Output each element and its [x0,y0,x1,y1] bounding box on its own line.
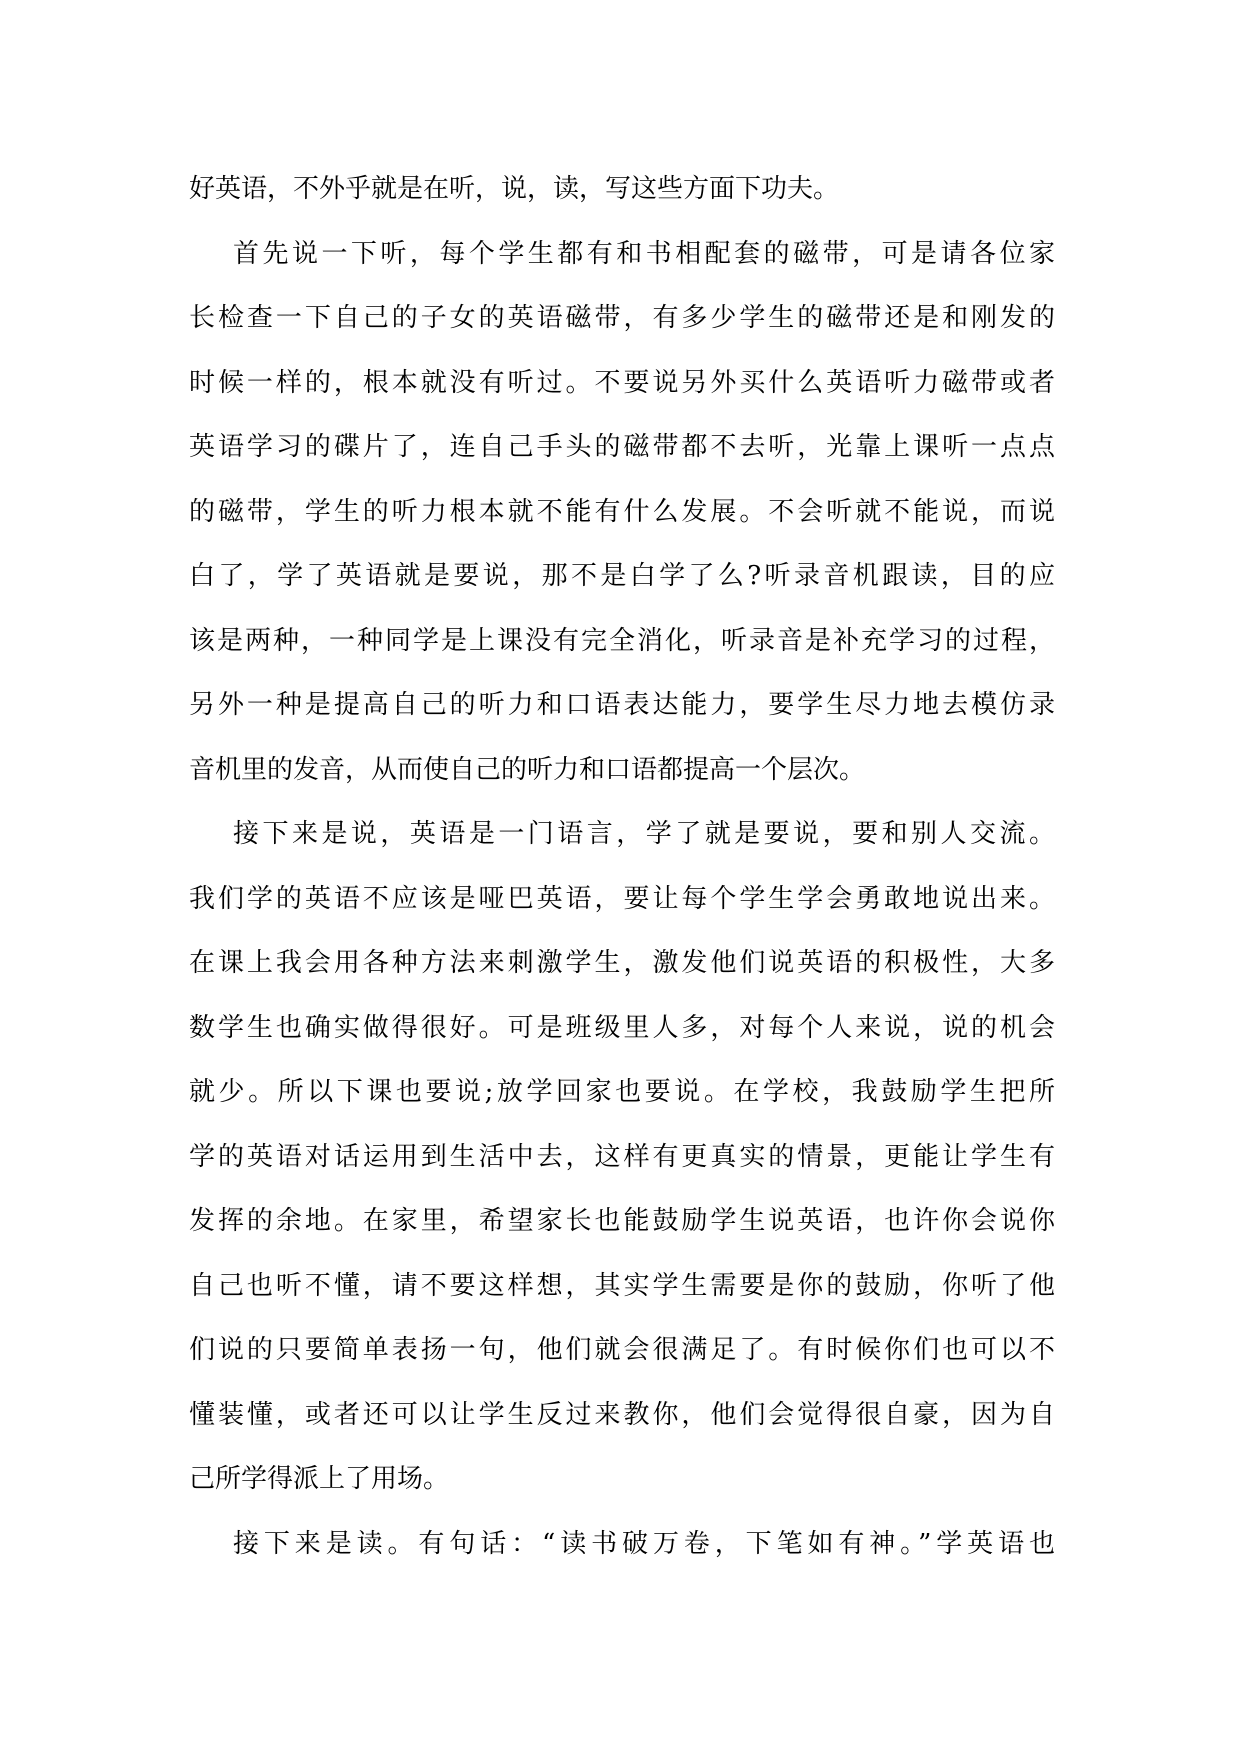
text-line: 懂装懂，或者还可以让学生反过来教你，他们会觉得很自豪，因为自 [189,1399,1055,1430]
text-line: 的磁带，学生的听力根本就不能有什么发展。不会听就不能说，而说 [189,496,1055,527]
text-line: 好英语，不外乎就是在听，说，读，写这些方面下功夫。 [189,174,840,204]
text-line: 时候一样的，根本就没有听过。不要说另外买什么英语听力磁带或者 [189,367,1055,398]
body-text [189,157,1055,1576]
text-line: 自己也听不懂，请不要这样想，其实学生需要是你的鼓励，你听了他 [189,1270,1055,1301]
text-line: 首先说一下听，每个学生都有和书相配套的磁带，可是请各位家 [233,238,1055,269]
text-line: 白了，学了英语就是要说，那不是白学了么?听录音机跟读，目的应 [189,561,1055,591]
text-line: 英语学习的碟片了，连自己手头的磁带都不去听，光靠上课听一点点 [189,432,1055,462]
text-line: 接下来是读。有句话：“读书破万卷，下笔如有神。”学英语也 [233,1528,1055,1559]
text-line: 发挥的余地。在家里，希望家长也能鼓励学生说英语，也许你会说你 [189,1206,1055,1236]
text-line: 己所学得派上了用场。 [189,1464,450,1494]
text-line: 在课上我会用各种方法来刺激学生，激发他们说英语的积极性，大多 [189,948,1055,978]
text-line: 们说的只要简单表扬一句，他们就会很满足了。有时候你们也可以不 [189,1335,1055,1365]
text-line: 数学生也确实做得很好。可是班级里人多，对每个人来说，说的机会 [189,1012,1055,1043]
text-line: 接下来是说，英语是一门语言，学了就是要说，要和别人交流。 [233,819,1055,849]
text-line: 音机里的发音，从而使自己的听力和口语都提高一个层次。 [189,754,866,785]
text-line: 另外一种是提高自己的听力和口语表达能力，要学生尽力地去模仿录 [189,690,1055,720]
text-line: 学的英语对话运用到生活中去，这样有更真实的情景，更能让学生有 [189,1141,1055,1172]
text-line: 长检查一下自己的子女的英语磁带，有多少学生的磁带还是和刚发的 [189,303,1055,333]
text-line: 该是两种，一种同学是上课没有完全消化，听录音是补充学习的过程， [189,625,1055,656]
text-line: 就少。所以下课也要说;放学回家也要说。在学校，我鼓励学生把所 [189,1077,1055,1107]
text-line: 我们学的英语不应该是哑巴英语，要让每个学生学会勇敢地说出来。 [189,883,1055,914]
